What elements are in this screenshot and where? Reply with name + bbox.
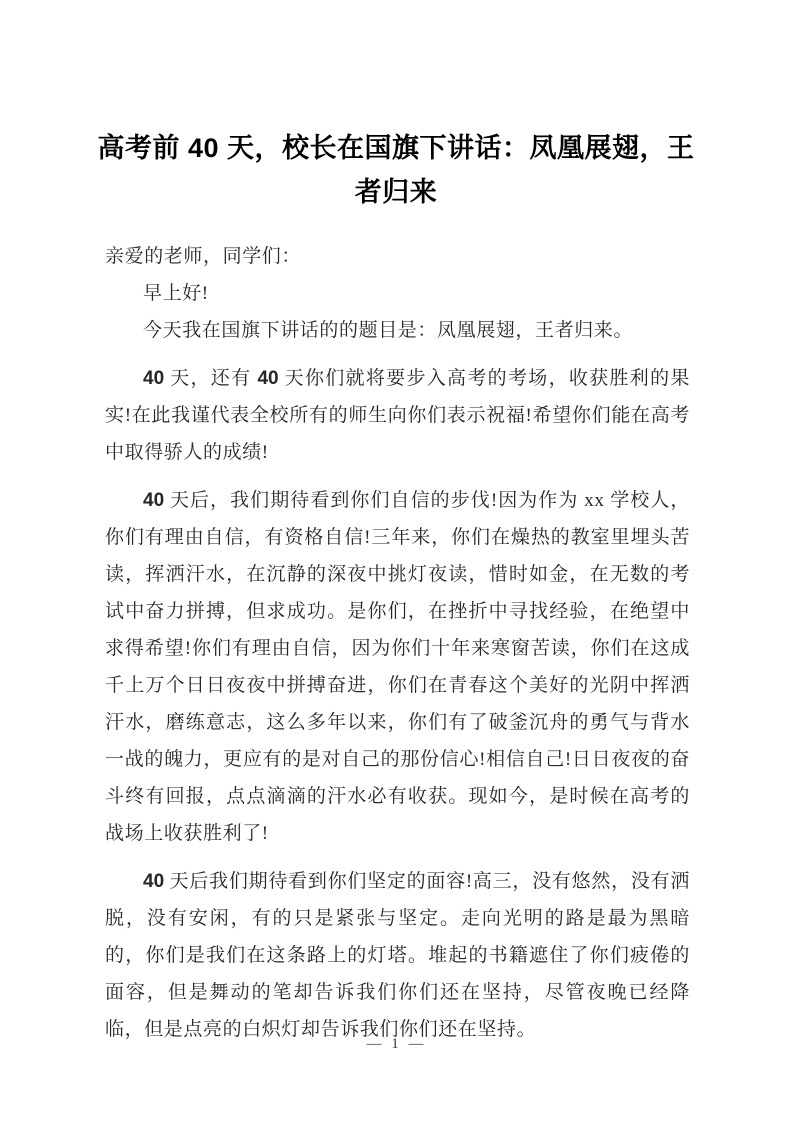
page-number-footer: — 1 — xyxy=(366,1036,427,1052)
document-body xyxy=(105,238,690,1048)
paragraph-forty-days-intro: 40 天，还有 40 天你们就将要步入高考的考场，收获胜利的果实!在此我谨代表全校所有的师生向你们表示祝福!希望你们能在高考中取得骄人的成绩! xyxy=(105,368,690,463)
page-title: 高考前 40 天，校长在国旗下讲话：凤凰展翅，王者归来 xyxy=(97,133,695,208)
paragraph-salutation: 亲爱的老师，同学们： xyxy=(105,246,302,267)
paragraph-topic: 今天我在国旗下讲话的的题目是：凤凰展翅，王者归来。 xyxy=(143,320,634,341)
paragraph-confidence: 40 天后，我们期待看到你们自信的步伐!因为作为 xx 学校人，你们有理由自信，有资格自信!三年来，你们在燥热的教室里埋头苦读，挥洒汗水，在沉静的深夜中挑灯夜读，惜时如金，在无数的考试中奋力拼搏，但求成功。是你们，在挫折中寻找经验，在绝望中求得希望!你们有理由自信，因为你们十年来寒窗苦读，你们在这成千上万个日日夜夜中拼搏奋进，你们在青春这个美好的光阴中挥洒汗水，磨练意志，这么多年以来，你们有了破釜沉舟的勇气与背水一战的魄力，更应有的是对自己的那份信心!相信自己!日日夜夜的奋斗终有回报，点点滴滴的汗水必有收获。现如今，是时候在高考的战场上收获胜利了! xyxy=(105,490,690,844)
paragraph-greeting: 早上好! xyxy=(143,283,209,304)
paragraph-determination: 40 天后我们期待看到你们坚定的面容!高三，没有悠然，没有洒脱，没有安闲，有的只是紧张与坚定。走向光明的路是最为黑暗的，你们是我们在这条路上的灯塔。堆起的书籍遮住了你们疲倦的面容，但是舞动的笔却告诉我们你们还在坚持，尽管夜晚已经降临，但是点亮的白炽灯却告诉我们你们还在坚持。 xyxy=(105,871,690,1040)
